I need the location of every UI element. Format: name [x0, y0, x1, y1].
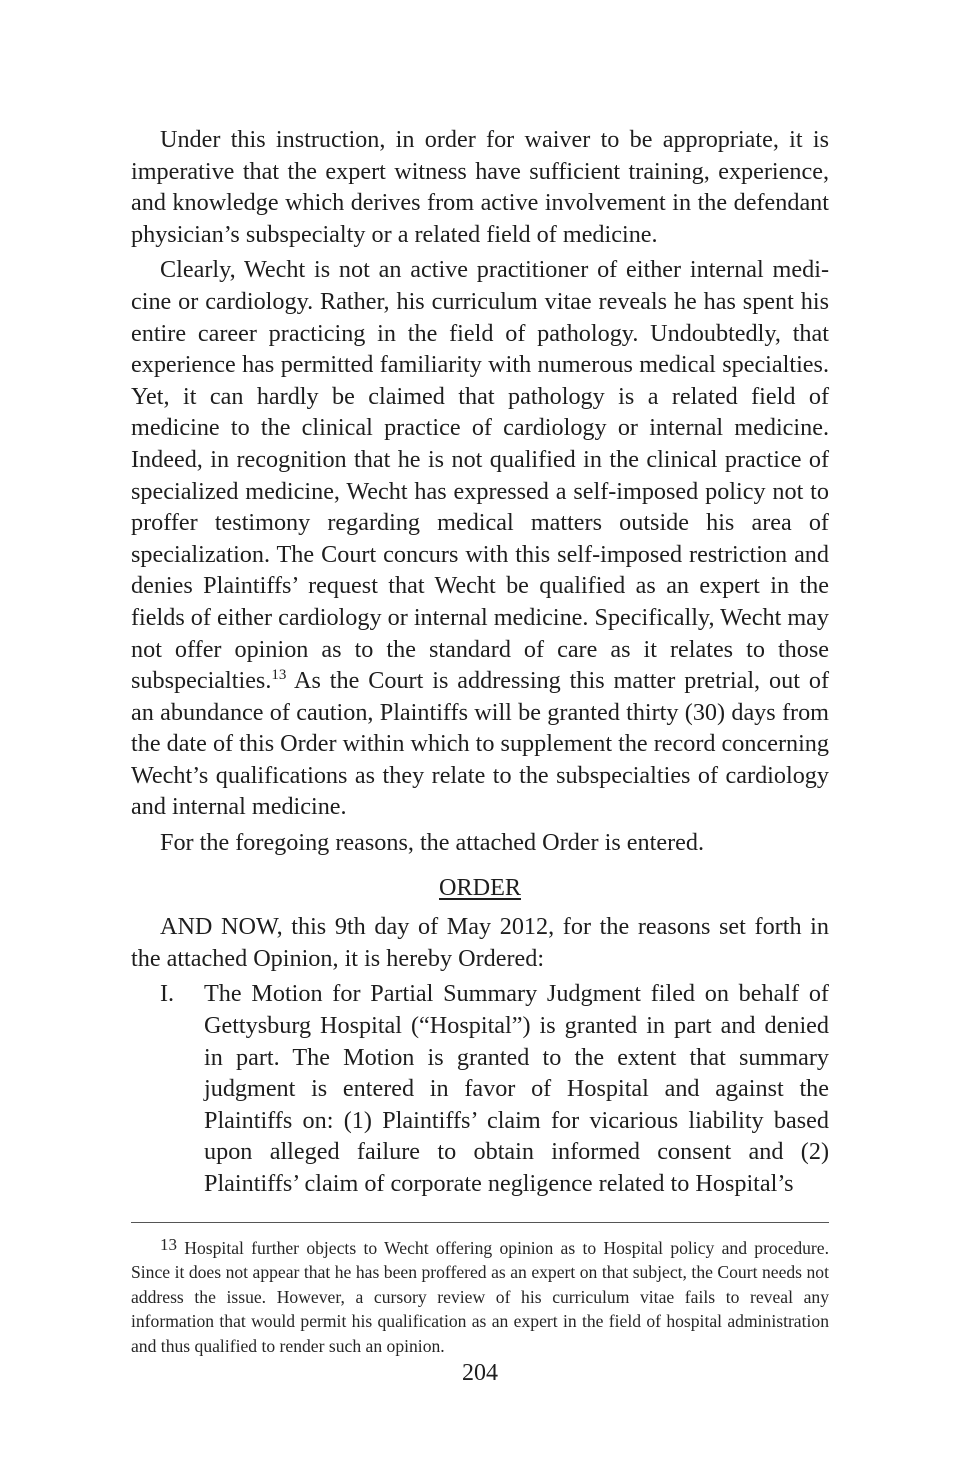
paragraph-text-continued: As the Court is addressing this matter pretrial, out of an abundance of caution, Plaintiffs will be granted thirty (30) days from the date of this Order within which to supplement the record concerning Wecht’s qualifications as they relate to the subspecialties of cardiology and internal medicine. [131, 667, 829, 821]
paragraph-text: Clearly, Wecht is not an active practitioner of either internal medicine or cardiology. Rather, his curriculum vitae reveals he has spent his entire career practicing in the field of pathology. Undoubtedly, that experience has permitted familiarity with numerous medical specialties. Yet, it can hardly be claimed that pathology is a related field of medicine to the clinical practice of cardiology or internal medicine. Indeed, in recognition that he is not qualified in the clinical practice of specialized medicine, Wecht has expressed a self-imposed policy not to proffer testimony regarding medical matters outside his area of specialization. The Court concurs with this self-imposed restriction and denies Plaintiffs’ request that Wecht be qualified as an expert in the fields of either cardiology or internal medicine. Specifically, Wecht may not offer opinion as to the standard of care as it relates to those subspecialties. [131, 256, 829, 695]
order-heading: ORDER [439, 873, 521, 901]
page-body [131, 124, 829, 1200]
footnote [131, 1236, 829, 1358]
order-item-number: I. [160, 980, 175, 1008]
paragraph-waiver-instruction: Under this instruction, in order for waiver to be appropriate, it is imperative that the expert witness have sufficient training, experience, and knowledge which derives from active involvement in the defendant physician’s subspecialty or a related field of medicine. [131, 126, 829, 248]
footnote-text: Hospital further objects to Wecht offering opinion as to Hospital policy and procedure. Since it does not appear that he has been proffered as an expert on that subject, the Court needs not address the issue. However, a cursory review of his curriculum vitae fails to reveal any information that would permit his qualification as an expert in the field of hospital administration and thus qualified to render such an opinion. [131, 1238, 829, 1356]
order-intro: AND NOW, this 9th day of May 2012, for the reasons set forth in the attached Opinion, it is hereby Ordered: [131, 913, 829, 972]
page-number: 204 [462, 1360, 498, 1386]
footnote-divider [131, 1222, 829, 1223]
footnote-reference: 13 [271, 667, 287, 684]
paragraph-wecht-qualifications [131, 254, 829, 823]
order-item-text: The Motion for Partial Summary Judgment filed on behalf of Gettysburg Hospital (“Hospital”) is granted in part and denied in part. The Motion is granted to the extent that summary judgment is entered in favor of Hospital and against the Plaintiffs on: (1) Plaintiffs’ claim for vicarious liability based upon alleged failure to obtain informed consent and (2) Plaintiffs’ claim of corporate negligence related to Hospital’s [204, 980, 829, 1197]
order-item [131, 978, 829, 1199]
footnote-marker: 13 [160, 1235, 177, 1254]
paragraph-conclusion: For the foregoing reasons, the attached Order is entered. [160, 829, 705, 857]
